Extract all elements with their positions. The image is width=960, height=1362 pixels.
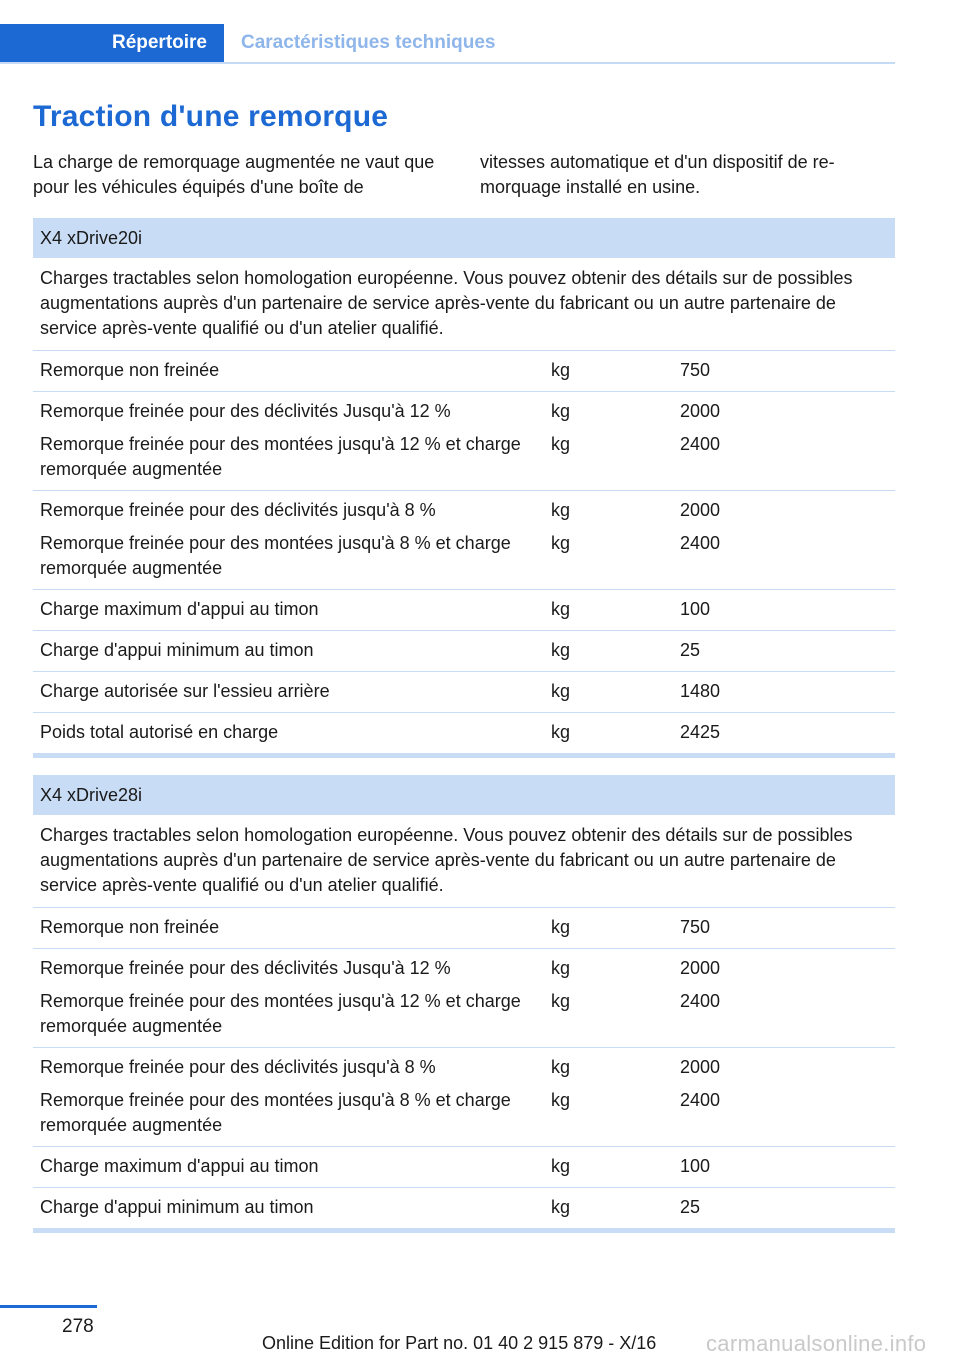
row-label: Charge d'appui minimum au timon: [40, 640, 314, 660]
spec-table-xdrive20i: [33, 218, 895, 758]
sub-unit: kg: [551, 958, 571, 978]
sub-label: Remorque freinée pour des déclivités Jusqu'à 12 %: [40, 958, 451, 978]
table-row: [33, 908, 895, 949]
table-row: [33, 491, 895, 590]
table-row: [33, 672, 895, 713]
row-label: [33, 498, 551, 581]
page-number: 278: [62, 1316, 94, 1337]
table-note: Charges tractables selon homologation européenne. Vous pouvez obtenir des détails sur de possibles augmentations auprès d'un partenaire de service après-vente du fabricant ou un autre partenaire de service après-vente qualifié ou d'un atelier qualifié.: [33, 815, 895, 908]
row-label: Remorque non freinée: [40, 360, 220, 380]
page-title: Traction d'une remorque: [33, 100, 389, 133]
sub-value: 2000: [680, 1057, 721, 1077]
table-model-header: X4 xDrive28i: [33, 775, 895, 815]
watermark: carmanualsonline.info: [706, 1331, 927, 1356]
row-label: Charge maximum d'appui au timon: [40, 1156, 319, 1176]
table-row: [33, 392, 895, 491]
sub-unit: kg: [551, 401, 571, 421]
row-value: 25: [680, 640, 701, 660]
row-unit: kg: [551, 1156, 571, 1176]
sub-label: Remorque freinée pour des montées jusqu'à 12 % et charge remorquée augmentée: [40, 991, 521, 1036]
row-unit: [551, 1055, 680, 1138]
sub-label: Remorque freinée pour des montées jusqu'à 8 % et charge remorquée augmentée: [40, 533, 511, 578]
row-unit: kg: [551, 360, 571, 380]
row-label: [33, 1055, 551, 1138]
sub-value: 2000: [680, 401, 721, 421]
sub-unit: kg: [551, 434, 571, 454]
table-row: [33, 1048, 895, 1147]
row-value: 750: [680, 360, 711, 380]
row-unit: kg: [551, 599, 571, 619]
row-label: Charge d'appui minimum au timon: [40, 1197, 314, 1217]
table-model-header: X4 xDrive20i: [33, 218, 895, 258]
sub-unit: kg: [551, 500, 571, 520]
row-label: Poids total autorisé en charge: [40, 722, 279, 742]
row-unit: [551, 498, 680, 581]
row-value: [680, 498, 895, 581]
edition-text: Online Edition for Part no. 01 40 2 915 879 - X/16: [262, 1333, 657, 1353]
table-row: [33, 631, 895, 672]
sub-value: 2000: [680, 958, 721, 978]
sub-label: Remorque freinée pour des montées jusqu'à 8 % et charge remorquée augmentée: [40, 1090, 511, 1135]
row-value: 100: [680, 1156, 711, 1176]
sub-value: 2400: [680, 533, 721, 553]
table-row: [33, 1147, 895, 1188]
row-unit: kg: [551, 1197, 571, 1217]
sub-label: Remorque freinée pour des déclivités jusqu'à 8 %: [40, 500, 436, 520]
sub-unit: kg: [551, 533, 571, 553]
tab-caracteristiques-techniques[interactable]: Caractéristiques techniques: [241, 32, 496, 53]
row-value: 25: [680, 1197, 701, 1217]
row-value: [680, 956, 895, 1039]
row-label: Charge autorisée sur l'essieu arrière: [40, 681, 330, 701]
table-note: Charges tractables selon homologation européenne. Vous pouvez obtenir des détails sur de possibles augmentations auprès d'un partenaire de service après-vente du fabricant ou un autre partenaire de service après-vente qualifié ou d'un atelier qualifié.: [33, 258, 895, 351]
row-label: Charge maximum d'appui au timon: [40, 599, 319, 619]
row-label: [33, 399, 551, 482]
sub-value: 2400: [680, 991, 721, 1011]
footer-accent-line: [0, 1305, 97, 1308]
table-row: [33, 949, 895, 1048]
table-row: [33, 713, 895, 758]
sub-unit: kg: [551, 991, 571, 1011]
sub-unit: kg: [551, 1090, 571, 1110]
sub-label: Remorque freinée pour des déclivités Jusqu'à 12 %: [40, 401, 451, 421]
sub-label: Remorque freinée pour des montées jusqu'à 12 % et charge remorquée augmentée: [40, 434, 521, 479]
top-navigation-bar: [0, 24, 895, 64]
table-row: [33, 351, 895, 392]
row-value: 100: [680, 599, 711, 619]
spec-table-xdrive28i: [33, 775, 895, 1233]
sub-label: Remorque freinée pour des déclivités jusqu'à 8 %: [40, 1057, 436, 1077]
row-value: [680, 399, 895, 482]
table-row: [33, 590, 895, 631]
intro-text-right: vitesses automatique et d'un dispositif de re‐ morquage installé en usine.: [480, 152, 835, 197]
row-unit: kg: [551, 681, 571, 701]
table-row: [33, 1188, 895, 1233]
row-value: 2425: [680, 722, 721, 742]
row-unit: [551, 956, 680, 1039]
sub-value: 2400: [680, 1090, 721, 1110]
row-unit: [551, 399, 680, 482]
row-unit: kg: [551, 640, 571, 660]
tab-repertoire[interactable]: Répertoire: [0, 24, 224, 62]
row-unit: kg: [551, 917, 571, 937]
sub-unit: kg: [551, 1057, 571, 1077]
sub-value: 2400: [680, 434, 721, 454]
row-unit: kg: [551, 722, 571, 742]
row-label: Remorque non freinée: [40, 917, 220, 937]
row-value: 750: [680, 917, 711, 937]
row-label: [33, 956, 551, 1039]
sub-value: 2000: [680, 500, 721, 520]
intro-text-left: La charge de remorquage augmentée ne vaut que pour les véhicules équipés d'une boîte de: [33, 152, 435, 197]
row-value: 1480: [680, 681, 721, 701]
row-value: [680, 1055, 895, 1138]
